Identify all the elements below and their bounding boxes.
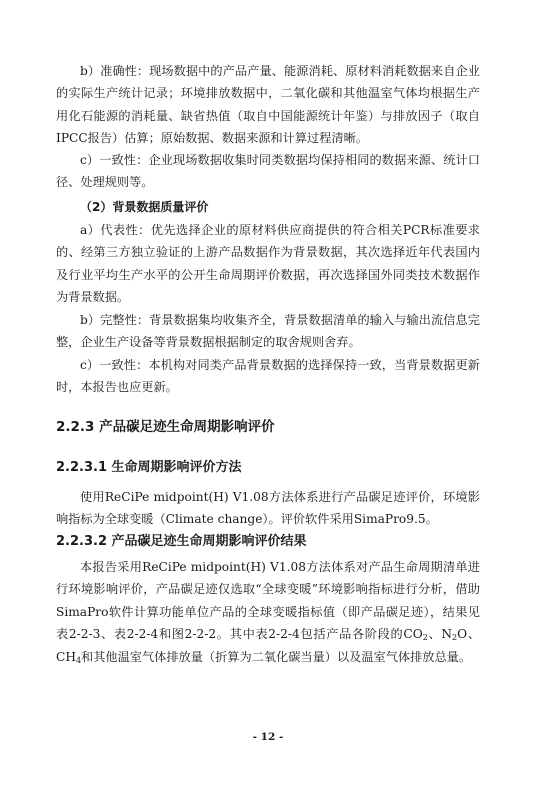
ch4-formula: $CH_4$ (56, 649, 82, 665)
page-number: - 12 - (252, 731, 284, 743)
results-text: 本报告采用ReCiPe midpoint(H) V1.08方法体系对产品生命周期清单进行环境影响评价，产品碳足迹仅选取“全球变暖”环境影响指标进行分析，借助SimaPro软件计算功能单位产品的全球变暖指标值（即产品碳足迹），结果见表2-2-3、表2-2-4和图2-2-2。其中表2-2-4包括产品各阶段的 (56, 560, 480, 642)
representativeness-paragraph: a）代表性：优先选择企业的原材料供应商提供的符合相关PCR标准要求的、经第三方独立验证的上游产品数据作为背景数据，其次选择近年代表国内及行业平均生产水平的公开生命周期评价数据，再次选择国外同类技术数据作为背景数据。 (56, 223, 480, 305)
background-consistency-paragraph: c）一致性：本机构对同类产品背景数据的选择保持一致，当背景数据更新时，本报告也应更新。 (56, 358, 480, 395)
results-tail: 和其他温室气体排放量（折算为二氧化碳当量）以及温室气体排放总量。 (81, 649, 472, 664)
section-2-2-3-1-heading: 2.2.3.1 生命周期影响评价方法 (56, 460, 242, 475)
section-2-2-3-2-heading: 2.2.3.2 产品碳足迹生命周期影响评价结果 (56, 534, 307, 549)
consistency-paragraph: c）一致性：企业现场数据收集时同类数据均保持相同的数据来源、统计口径、处理规则等。 (56, 153, 480, 190)
results-paragraph: 本报告采用ReCiPe midpoint(H) V1.08方法体系对产品生命周期清单进行环境影响评价，产品碳足迹仅选取“全球变暖”环境影响指标进行分析，借助SimaPro软件计算功能单位产品的全球变暖指标值（即产品碳足迹），结果见表2-2-3、表2-2-4和图2-2-2。其中表2-2-4包括产品各阶段的$CO_2$、$N_2O$、$CH_4$和其他温室气体排放量（折算为二氧化碳当量）以及温室气体排放总量。 (56, 560, 481, 665)
co2-formula: $CO_2$ (403, 627, 428, 643)
n2o-formula: $N_2O$ (441, 627, 468, 643)
section-2-2-3-heading: 2.2.3 产品碳足迹生命周期影响评价 (56, 419, 275, 435)
method-paragraph: 使用ReCiPe midpoint(H) V1.08方法体系进行产品碳足迹评价，环境影响指标为全球变暖（Climate change）。评价软件采用SimaPro9.5。 (56, 490, 480, 527)
completeness-paragraph: b）完整性：背景数据集均收集齐全，背景数据清单的输入与输出流信息完整，企业生产设备等背景数据根据制定的取舍规则舍弃。 (56, 313, 480, 350)
accuracy-paragraph: b）准确性：现场数据中的产品产量、能源消耗、原材料消耗数据来自企业的实际生产统计记录；环境排放数据中，二氧化碳和其他温室气体均根据生产用化石能源的消耗量、缺省热值（取自中国能源统计年鉴）与排放因子（取自IPCC报告）估算；原始数据、数据来源和计算过程清晰。 (56, 64, 480, 146)
background-quality-heading: （2）背景数据质量评价 (80, 200, 209, 214)
